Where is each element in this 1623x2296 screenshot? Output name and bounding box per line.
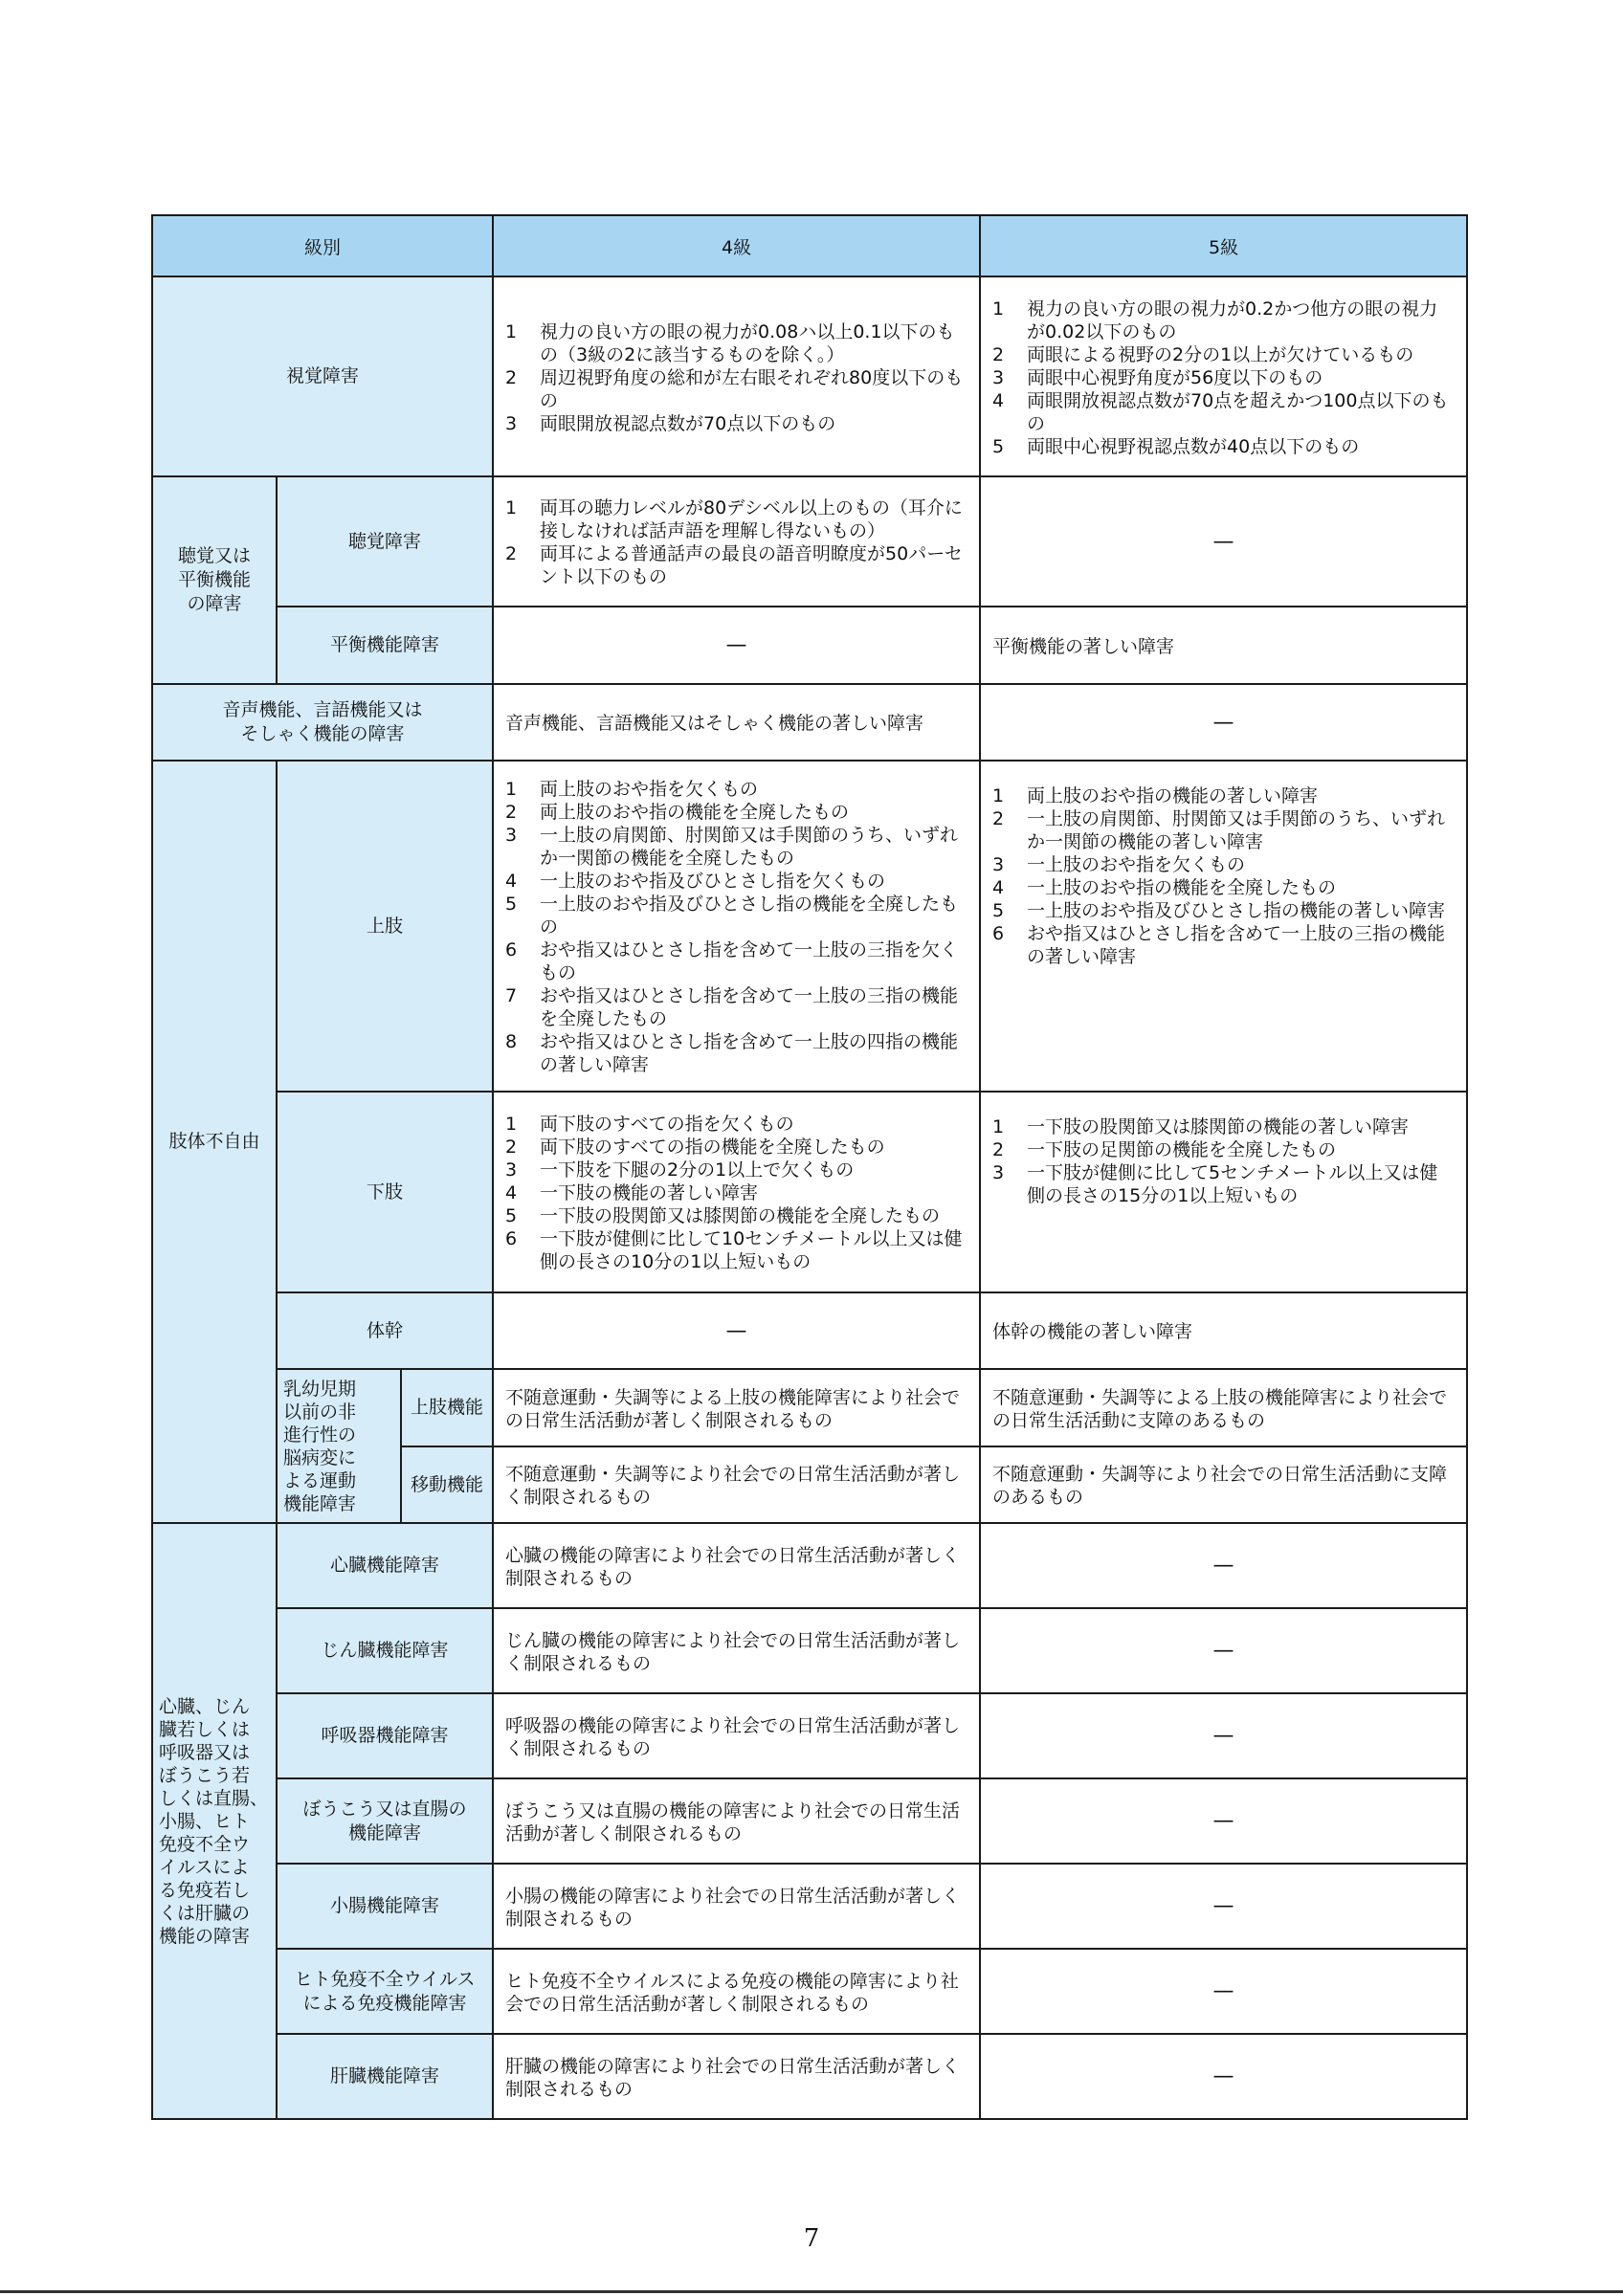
- item-text: 一上肢のおや指及びひとさし指を欠くもの: [540, 871, 886, 892]
- item-number: 3: [505, 412, 518, 434]
- bladder-grade5: —: [980, 1778, 1467, 1864]
- list-item: [992, 1115, 1455, 1138]
- item-number: 2: [992, 343, 1005, 365]
- header-grade-5: 5級: [980, 215, 1467, 276]
- row-label-intestine: 小腸機能障害: [277, 1864, 493, 1949]
- list-item: [505, 778, 967, 801]
- row-label-hiv: ヒト免疫不全ウイルス による免疫機能障害: [277, 1949, 493, 2034]
- list-item: [992, 435, 1455, 458]
- list-item: [992, 807, 1455, 853]
- trunk-grade5: 体幹の機能の著しい障害: [980, 1292, 1467, 1369]
- trunk-grade4: —: [493, 1292, 980, 1369]
- list-item: [505, 1136, 967, 1159]
- list-item: [992, 899, 1455, 922]
- list-item: [992, 784, 1455, 807]
- infant-move-grade4: 不随意運動・失調等により社会での日常生活活動が著しく制限されるもの: [493, 1446, 980, 1523]
- list-item: [505, 1159, 967, 1181]
- item-number: 1: [992, 298, 1005, 320]
- kidney-grade4: じん臓の機能の障害により社会での日常生活活動が著しく制限されるもの: [493, 1608, 980, 1693]
- sublabel-infant-brain: 乳幼児期 以前の非 進行性の 脳病変に よる運動 機能障害: [277, 1369, 401, 1523]
- item-text: 一下肢の足関節の機能を全廃したもの: [1027, 1139, 1337, 1160]
- disability-grade-table: [151, 214, 1468, 2120]
- list-item: [505, 938, 967, 984]
- item-number: 1: [505, 1114, 518, 1135]
- item-number: 5: [992, 900, 1005, 921]
- list-item: [505, 1113, 967, 1136]
- row-label-kidney: じん臓機能障害: [277, 1608, 493, 1693]
- item-number: 1: [992, 1116, 1005, 1137]
- list-item: [505, 870, 967, 893]
- item-text: 両下肢のすべての指の機能を全廃したもの: [540, 1137, 885, 1158]
- list-item: [992, 922, 1455, 968]
- item-text: 一上肢のおや指を欠くもの: [1027, 854, 1246, 875]
- lower-limb-grade5: [980, 1092, 1467, 1292]
- group-label-hearing-balance: 聴覚又は 平衡機能 の障害: [152, 476, 277, 684]
- heart-grade5: —: [980, 1523, 1467, 1608]
- item-number: 2: [505, 366, 518, 388]
- row-label-speech: 音声機能、言語機能又は そしゃく機能の障害: [152, 684, 493, 761]
- row-label-upper-limb: 上肢: [277, 761, 493, 1092]
- list-item: [505, 497, 967, 542]
- item-number: 3: [992, 1162, 1005, 1183]
- group-label-internal: 心臓、じん 臓若しくは 呼吸器又は ぼうこう若 しくは直腸、 小腸、ヒト 免疫不全ウ イルスによ る免疫若し くは肝臓の 機能の障害: [152, 1523, 277, 2119]
- infant-move-grade5: 不随意運動・失調等により社会での日常生活活動に支障のあるもの: [980, 1446, 1467, 1523]
- infant-upper-grade4: 不随意運動・失調等による上肢の機能障害により社会での日常生活活動が著しく制限されるもの: [493, 1369, 980, 1446]
- item-number: 6: [992, 923, 1005, 944]
- item-number: 6: [505, 939, 518, 960]
- row-label-visual: 視覚障害: [152, 276, 493, 476]
- item-text: 周辺視野角度の総和が左右眼それぞれ80度以下のもの: [540, 366, 964, 411]
- item-text: 一上肢の肩関節、肘関節又は手関節のうち、いずれか一関節の機能を全廃したもの: [540, 825, 959, 869]
- intestine-grade4: 小腸の機能の障害により社会での日常生活活動が著しく制限されるもの: [493, 1864, 980, 1949]
- item-text: おや指又はひとさし指を含めて一上肢の四指の機能の著しい障害: [540, 1031, 959, 1075]
- visual-grade4: [493, 276, 980, 476]
- item-number: 1: [505, 497, 518, 519]
- balance-grade5: 平衡機能の著しい障害: [980, 607, 1467, 684]
- list-item: [505, 984, 967, 1030]
- row-label-liver: 肝臓機能障害: [277, 2034, 493, 2119]
- hearing-grade4: [493, 476, 980, 607]
- item-text: 一下肢の股関節又は膝関節の機能を全廃したもの: [540, 1205, 941, 1226]
- respiratory-grade4: 呼吸器の機能の障害により社会での日常生活活動が著しく制限されるもの: [493, 1693, 980, 1778]
- list-item: [992, 298, 1455, 343]
- item-number: 5: [505, 894, 518, 915]
- item-number: 2: [505, 802, 518, 823]
- row-label-hearing: 聴覚障害: [277, 476, 493, 607]
- row-label-bladder: ぼうこう又は直腸の 機能障害: [277, 1778, 493, 1864]
- list-item: [505, 824, 967, 870]
- visual-grade5: [980, 276, 1467, 476]
- item-number: 2: [992, 1139, 1005, 1160]
- speech-grade4: 音声機能、言語機能又はそしゃく機能の著しい障害: [493, 684, 980, 761]
- list-item: [992, 853, 1455, 876]
- list-item: [992, 343, 1455, 366]
- item-text: 一下肢の股関節又は膝関節の機能の著しい障害: [1027, 1116, 1410, 1137]
- item-text: 両上肢のおや指を欠くもの: [540, 779, 759, 800]
- item-number: 4: [992, 877, 1005, 898]
- list-item: [505, 320, 967, 366]
- list-item: [505, 1204, 967, 1227]
- item-text: 一下肢が健側に比して10センチメートル以上又は健側の長さの10分の1以上短いもの: [540, 1228, 963, 1272]
- respiratory-grade5: —: [980, 1693, 1467, 1778]
- header-grade-4: 4級: [493, 215, 980, 276]
- list-item: [505, 412, 967, 435]
- list-item: [992, 876, 1455, 899]
- item-number: 1: [992, 785, 1005, 806]
- item-text: 視力の良い方の眼の視力が0.2かつ他方の眼の視力が0.02以下のもの: [1027, 298, 1438, 342]
- item-number: 5: [992, 435, 1005, 457]
- item-text: 一下肢の機能の著しい障害: [540, 1182, 759, 1203]
- item-number: 3: [992, 366, 1005, 388]
- list-item: [505, 893, 967, 938]
- item-text: 両眼による視野の2分の1以上が欠けているもの: [1027, 343, 1414, 365]
- upper-limb-grade4: [493, 761, 980, 1092]
- item-text: 両上肢のおや指の機能を全廃したもの: [540, 802, 850, 823]
- item-number: 7: [505, 985, 518, 1006]
- item-text: 両耳による普通話声の最良の語音明瞭度が50パーセント以下のもの: [540, 543, 963, 587]
- list-item: [505, 1227, 967, 1273]
- list-item: [505, 366, 967, 412]
- row-label-infant-move: 移動機能: [401, 1446, 493, 1523]
- list-item: [505, 1030, 967, 1076]
- liver-grade5: —: [980, 2034, 1467, 2119]
- item-number: 2: [505, 1137, 518, 1158]
- group-label-limb: 肢体不自由: [152, 761, 277, 1523]
- row-label-lower-limb: 下肢: [277, 1092, 493, 1292]
- item-number: 2: [992, 808, 1005, 829]
- item-number: 4: [992, 389, 1005, 411]
- bladder-grade4: ぼうこう又は直腸の機能の障害により社会での日常生活活動が著しく制限されるもの: [493, 1778, 980, 1864]
- item-text: 一下肢が健側に比して5センチメートル以上又は健側の長さの15分の1以上短いもの: [1027, 1162, 1438, 1206]
- heart-grade4: 心臓の機能の障害により社会での日常生活活動が著しく制限されるもの: [493, 1523, 980, 1608]
- item-text: 両眼中心視野視認点数が40点以下のもの: [1027, 435, 1360, 457]
- item-text: 両眼中心視野角度が56度以下のもの: [1027, 366, 1323, 388]
- row-label-trunk: 体幹: [277, 1292, 493, 1369]
- intestine-grade5: —: [980, 1864, 1467, 1949]
- header-grade: 級別: [152, 215, 493, 276]
- list-item: [992, 366, 1455, 389]
- hiv-grade4: ヒト免疫不全ウイルスによる免疫の機能の障害により社会での日常生活活動が著しく制限されるもの: [493, 1949, 980, 2034]
- row-label-balance: 平衡機能障害: [277, 607, 493, 684]
- item-number: 3: [505, 825, 518, 846]
- row-label-infant-upper: 上肢機能: [401, 1369, 493, 1446]
- item-text: 両眼開放視認点数が70点を超えかつ100点以下のもの: [1027, 389, 1449, 434]
- item-number: 3: [505, 1159, 518, 1181]
- upper-limb-grade5: [980, 761, 1467, 1092]
- bottom-rule: [0, 2290, 1623, 2293]
- balance-grade4: —: [493, 607, 980, 684]
- list-item: [505, 1181, 967, 1204]
- list-item: [992, 389, 1455, 435]
- item-text: おや指又はひとさし指を含めて一上肢の三指を欠くもの: [540, 939, 959, 983]
- item-number: 2: [505, 543, 518, 564]
- list-item: [505, 801, 967, 824]
- kidney-grade5: —: [980, 1608, 1467, 1693]
- item-number: 1: [505, 779, 518, 800]
- item-number: 6: [505, 1228, 518, 1249]
- item-text: 両眼開放視認点数が70点以下のもの: [540, 412, 836, 434]
- page-number: 7: [803, 2224, 820, 2253]
- list-item: [992, 1138, 1455, 1161]
- item-text: 一上肢のおや指及びひとさし指の機能を全廃したもの: [540, 894, 959, 938]
- item-text: おや指又はひとさし指を含めて一上肢の三指の機能を全廃したもの: [540, 985, 959, 1029]
- item-text: 視力の良い方の眼の視力が0.08ハ以上0.1以下のもの（3級の2に該当するものを除く。）: [540, 320, 955, 365]
- liver-grade4: 肝臓の機能の障害により社会での日常生活活動が著しく制限されるもの: [493, 2034, 980, 2119]
- row-label-respiratory: 呼吸器機能障害: [277, 1693, 493, 1778]
- hearing-grade5: —: [980, 476, 1467, 607]
- item-number: 5: [505, 1205, 518, 1226]
- lower-limb-grade4: [493, 1092, 980, 1292]
- item-number: 3: [992, 854, 1005, 875]
- item-number: 8: [505, 1031, 518, 1052]
- infant-upper-grade5: 不随意運動・失調等による上肢の機能障害により社会での日常生活活動に支障のあるもの: [980, 1369, 1467, 1446]
- hiv-grade5: —: [980, 1949, 1467, 2034]
- speech-grade5: —: [980, 684, 1467, 761]
- list-item: [505, 542, 967, 588]
- item-number: 4: [505, 871, 518, 892]
- item-number: 4: [505, 1182, 518, 1203]
- item-text: 両耳の聴力レベルが80デシベル以上のもの（耳介に接しなければ話声語を理解し得ないもの）: [540, 497, 963, 541]
- list-item: [992, 1161, 1455, 1207]
- item-text: 一下肢を下腿の2分の1以上で欠くもの: [540, 1159, 855, 1181]
- row-label-heart: 心臓機能障害: [277, 1523, 493, 1608]
- item-text: 一上肢のおや指の機能を全廃したもの: [1027, 877, 1337, 898]
- item-text: おや指又はひとさし指を含めて一上肢の三指の機能の著しい障害: [1027, 923, 1446, 967]
- item-text: 両下肢のすべての指を欠くもの: [540, 1114, 794, 1135]
- item-text: 一上肢の肩関節、肘関節又は手関節のうち、いずれか一関節の機能の著しい障害: [1027, 808, 1446, 852]
- item-text: 両上肢のおや指の機能の著しい障害: [1027, 785, 1319, 806]
- item-text: 一上肢のおや指及びひとさし指の機能の著しい障害: [1027, 900, 1446, 921]
- item-number: 1: [505, 320, 518, 342]
